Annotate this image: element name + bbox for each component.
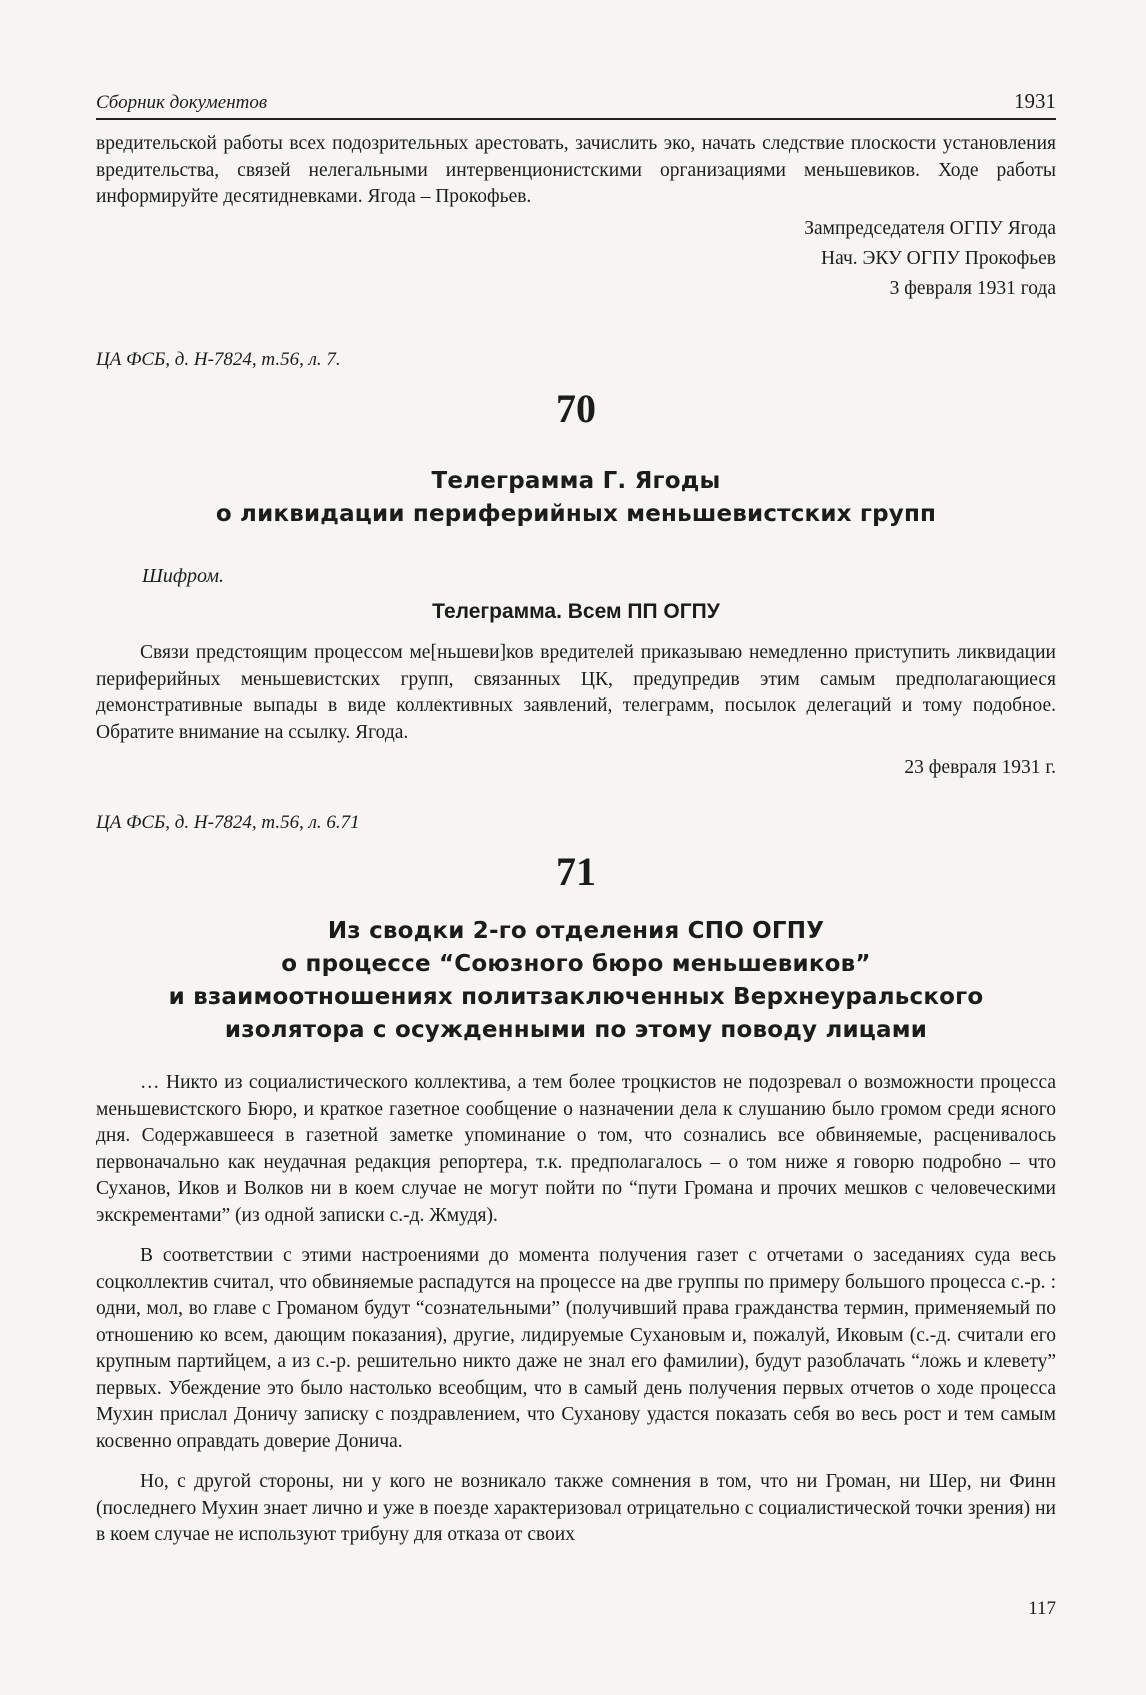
doc71-title [96, 915, 1056, 1047]
body-paragraph: В соответствии с этими настроениями до момента получения газет с отчетами о заседаниях суда весь соцколлектив считал, что обвиняемые распадутся на процессе на две группы по примеру большого процесса с.-р. : одни, мол, во главе с Громаном будут “сознательными” (получивший права гражданства термин, применяемый по отношению ко всем, дающим показания), другие, лидируемые Сухановым и, пожалуй, Иковым (с.-д. считали его крупным партийцем, а из с.-р. решительно никто даже не знал его фамилии), будут разоблачать “ложь и клевету” первых. Убеждение это было настолько всеобщим, что в самый день получения первых отчетов о ходе процесса Мухин прислал Доничу записку с поздравлением, что Суханову удастся показать себя во весь рост и тем самым косвенно оправдать доверие Донича. [96, 1245, 1056, 1452]
signature-line: Зампредседателя ОГПУ Ягода [804, 218, 1056, 239]
telegram-subhead: Телеграмма. Всем ПП ОГПУ [432, 600, 720, 623]
telegram-text: Связи предстоящим процессом ме[ньшеви]ков вредителей приказываю немедленно приступить ликвидации периферийных меньшевистских групп, связанных ЦК, предупредив этим самым предполагающиеся демонстративные выпады в виде коллективных заявлений, телеграмм, посылок делегаций и тому подобное. Обратите внимание на ссылку. Ягода. [96, 642, 1056, 743]
document-number: 71 [556, 849, 596, 894]
cipher-note: Шифром. [142, 565, 225, 587]
document-number: 70 [556, 386, 596, 431]
document-title-line: Из сводки 2-го отделения СПО ОГПУ [327, 918, 825, 944]
header-collection-title: Сборник документов [96, 92, 268, 113]
document-title-line: Телеграмма Г. Ягоды [431, 468, 721, 494]
doc70-date-block [96, 757, 1056, 779]
signature-date: 3 февраля 1931 года [889, 278, 1056, 299]
doc71-body [96, 1070, 1056, 1549]
source-reference [96, 812, 1056, 834]
document-title-line: о ликвидации периферийных меньшевистских групп [215, 501, 937, 527]
source-reference-text: ЦА ФСБ, д. Н-7824, т.56, л. 7. [96, 349, 341, 370]
running-header [96, 84, 1056, 120]
source-reference-text: ЦА ФСБ, д. Н-7824, т.56, л. 6.71 [96, 812, 360, 833]
top-paragraph: вредительской работы всех подозрительных арестовать, зачислить эко, начать следствие плоскости установления вредительства, связей нелегальными интервенционистскими организациями меньшевиков. Ходе работы информируйте десятидневками. Ягода – Прокофьев. [96, 133, 1056, 207]
doc70-subhead [96, 600, 1056, 624]
page-number: 117 [1028, 1598, 1056, 1619]
document-title-line: о процессе “Союзного бюро меньшевиков” [281, 951, 871, 977]
body-paragraph: … Никто из социалистического коллектива, а тем более троцкистов не подозревал о возможности процесса меньшевистского Бюро, и краткое газетное сообщение о назначении дела к слушанию было громом среди ясного дня. Содержавшееся в газетной заметке упоминание о том, что сознались все обвиняемые, расценивалось первоначально как неудачная редакция репортера, т.к. предполагалось – о том ниже я говорю подробно – что Суханов, Иков и Волков ни в коем случае не могут пойти по “пути Громана и прочих мешков с человеческими экскрементами” (из одной записки с.-д. Жмудя). [96, 1072, 1056, 1226]
doc70-title [96, 465, 1056, 531]
document-title-line: изолятора с осужденными по этому поводу лицами [224, 1017, 928, 1043]
telegram-date: 23 февраля 1931 г. [904, 757, 1056, 778]
doc70-heading [96, 385, 1056, 432]
signature-block [96, 214, 1056, 304]
document-title-line: и взаимоотношениях политзаключенных Верхнеуральского [168, 984, 984, 1010]
header-year: 1931 [1014, 89, 1056, 113]
doc71-heading [96, 848, 1056, 895]
body-paragraph: Но, с другой стороны, ни у кого не возникало также сомнения в том, что ни Громан, ни Шер, ни Финн (последнего Мухин знает лично и уже в поезде характеризовал отрицательно с социалистической точки зрения) ни в коем случае не используют трибуну для отказа от своих [96, 1471, 1056, 1545]
signature-line: Нач. ЭКУ ОГПУ Прокофьев [820, 248, 1056, 269]
doc70-text-block [96, 640, 1056, 746]
top-paragraph-block [96, 131, 1056, 211]
source-reference [96, 349, 1056, 371]
